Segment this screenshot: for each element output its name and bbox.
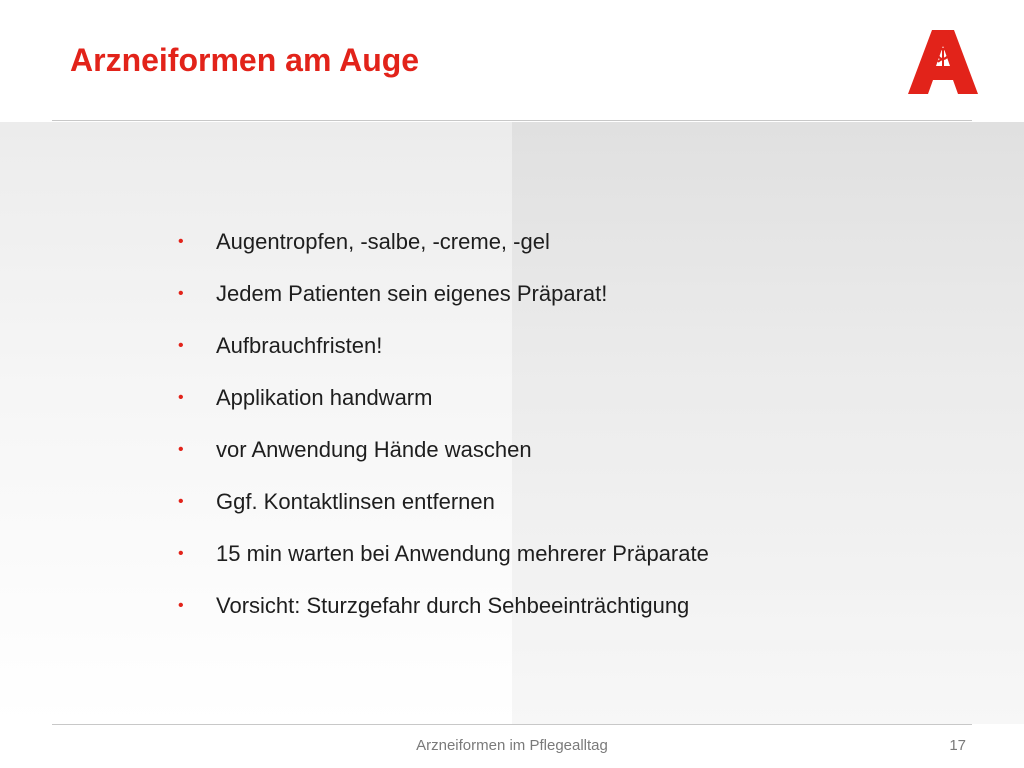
bottom-divider [52,724,972,725]
bullet-icon: • [178,285,184,302]
page-number: 17 [949,737,966,754]
bullet-text: Ggf. Kontaktlinsen entfernen [216,489,495,514]
top-divider [52,120,972,121]
bullet-text: vor Anwendung Hände waschen [216,437,532,462]
bullet-icon: • [178,389,184,406]
bullet-icon: • [178,597,184,614]
footer-title: Arzneiformen im Pflegealltag [416,737,608,754]
bullet-text: Jedem Patienten sein eigenes Präparat! [216,281,608,306]
bullet-text: 15 min warten bei Anwendung mehrerer Präparate [216,541,709,566]
bullet-icon: • [178,493,184,510]
bullet-icon: • [178,233,184,250]
bullet-text: Vorsicht: Sturzgefahr durch Sehbeeinträchtigung [216,593,690,618]
bullet-icon: • [178,545,184,562]
content-background-right-panel [512,122,1024,724]
bullet-text: Aufbrauchfristen! [216,333,383,358]
bullet-icon: • [178,337,184,354]
bullet-text: Applikation handwarm [216,385,433,410]
bullet-icon: • [178,441,184,458]
apotheke-a-logo-icon [906,24,980,98]
slide-title: Arzneiformen am Auge [70,42,420,78]
bullet-text: Augentropfen, -salbe, -creme, -gel [216,229,550,254]
